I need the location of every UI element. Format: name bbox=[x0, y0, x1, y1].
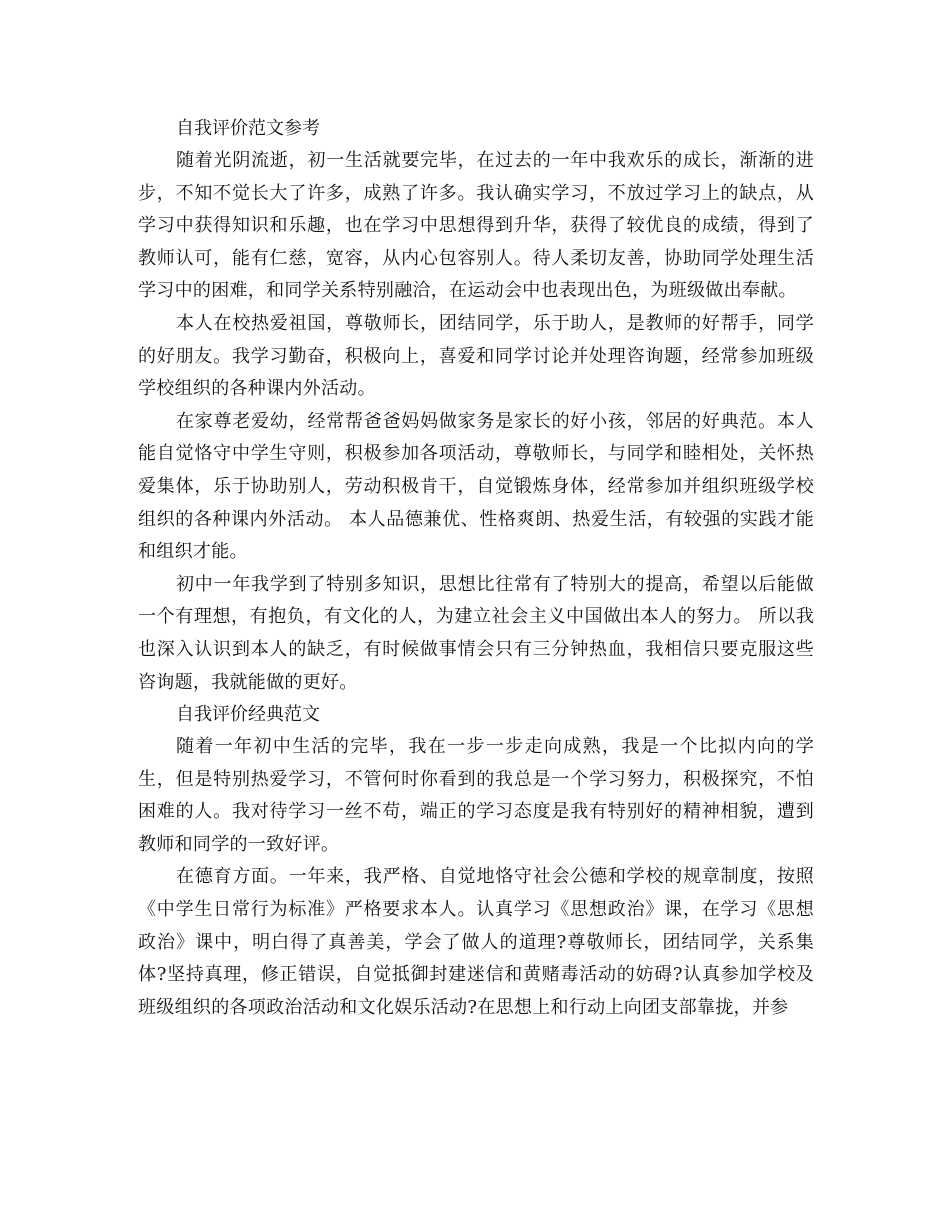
paragraph: 本人在校热爱祖国，尊敬师长，团结同学，乐于助人，是教师的好帮手，同学的好朋友。我学习勤奋，积极向上，喜爱和同学讨论并处理咨询题，经常参加班级学校组织的各种课内外活动。 bbox=[138, 312, 814, 400]
document-page bbox=[138, 113, 814, 1024]
paragraph: 随着光阴流逝，初一生活就要完毕，在过去的一年中我欢乐的成长，渐渐的进步，不知不觉长大了许多，成熟了许多。我认确实学习，不放过学习上的缺点，从学习中获得知识和乐趣，也在学习中思想得到升华，获得了较优良的成绩，得到了教师认可，能有仁慈，宽容，从内心包容别人。待人柔切友善，协助同学处理生活学习中的困难，和同学关系特别融洽，在运动会中也表现出色，为班级做出奉献。 bbox=[138, 150, 814, 302]
section-heading: 自我评价范文参考 bbox=[176, 118, 320, 139]
paragraph: 随着一年初中生活的完毕，我在一步一步走向成熟，我是一个比拟内向的学生，但是特别热爱学习，不管何时你看到的我总是一个学习努力，积极探究，不怕困难的人。我对待学习一丝不苟，端正的学习态度是我有特别好的精神相貌，遭到教师和同学的一致好评。 bbox=[138, 736, 814, 855]
paragraph: 在德育方面。一年来，我严格、自觉地恪守社会公德和学校的规章制度，按照《中学生日常行为标准》严格要求本人。认真学习《思想政治》课，在学习《思想政治》课中，明白得了真善美，学会了做人的道理?尊敬师长，团结同学，关系集体?坚持真理，修正错误，自觉抵御封建迷信和黄赌毒活动的妨碍?认真参加学校及班级组织的各项政治活动和文化娱乐活动?在思想上和行动上向团支部靠拢，并参 bbox=[138, 866, 814, 1018]
paragraph: 在家尊老爱幼，经常帮爸爸妈妈做家务是家长的好小孩，邻居的好典范。本人能自觉恪守中学生守则，积极参加各项活动，尊敬师长，与同学和睦相处，关怀热爱集体，乐于协助别人，劳动积极肯干，自觉锻炼身体，经常参加并组织班级学校组织的各种课内外活动。 本人品德兼优、性格爽朗、热爱生活，有较强的实践才能和组织才能。 bbox=[138, 410, 814, 563]
section-heading: 自我评价经典范文 bbox=[176, 704, 320, 726]
paragraph: 初中一年我学到了特别多知识，思想比往常有了特别大的提高，希望以后能做一个有理想，有抱负，有文化的人，为建立社会主义中国做出本人的努力。 所以我也深入认识到本人的缺乏，有时候做事情会只有三分钟热血，我相信只要克服这些咨询题，我就能做的更好。 bbox=[138, 573, 814, 693]
